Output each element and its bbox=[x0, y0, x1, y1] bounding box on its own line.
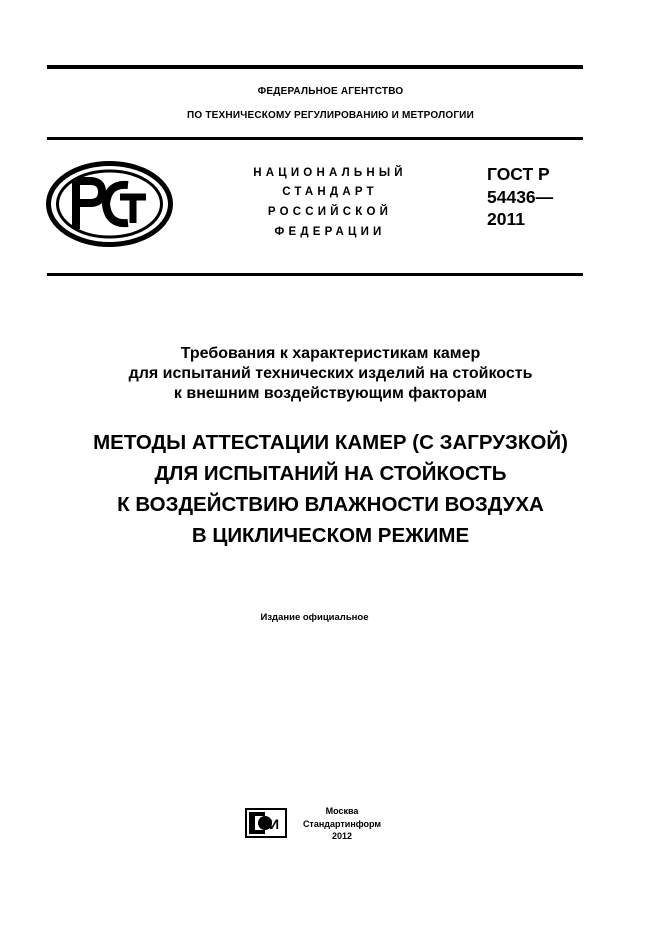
header-rule bbox=[47, 137, 583, 140]
main-title-line-2: ДЛЯ ИСПЫТАНИЙ НА СТОЙКОСТЬ bbox=[154, 462, 507, 485]
subtitle-line-1: Требования к характеристикам камер bbox=[180, 345, 481, 362]
national-standard-line-3: РОССИЙСКОЙ bbox=[267, 206, 393, 218]
footer-year: 2012 bbox=[331, 831, 353, 841]
header-bottom-rule bbox=[47, 273, 583, 276]
agency-line-1: ФЕДЕРАЛЬНОЕ АГЕНТСТВО bbox=[257, 86, 404, 97]
main-title-line-1: МЕТОДЫ АТТЕСТАЦИИ КАМЕР (С ЗАГРУЗКОЙ) bbox=[93, 431, 568, 454]
national-standard-line-1: НАЦИОНАЛЬНЫЙ bbox=[253, 167, 407, 179]
gost-year: 2011 bbox=[487, 209, 525, 229]
main-title-line-4: В ЦИКЛИЧЕСКОМ РЕЖИМЕ bbox=[191, 524, 470, 547]
edition-label: Издание официальное bbox=[260, 612, 369, 623]
footer-city: Москва bbox=[325, 806, 359, 816]
subtitle-line-3: к внешним воздействующим факторам bbox=[173, 385, 488, 402]
agency-line-2: ПО ТЕХНИЧЕСКОМУ РЕГУЛИРОВАНИЮ И МЕТРОЛОГИИ bbox=[187, 110, 474, 121]
subtitle-line-2: для испытаний технических изделий на стойкость bbox=[128, 365, 533, 382]
gost-r-logo-icon bbox=[46, 161, 173, 247]
national-standard-line-4: ФЕДЕРАЦИИ bbox=[274, 226, 386, 238]
top-rule bbox=[47, 65, 583, 69]
standartinform-logo-icon bbox=[245, 808, 287, 838]
gost-number: 54436— bbox=[487, 187, 554, 207]
footer-publisher: Стандартинформ bbox=[302, 819, 382, 829]
national-standard-line-2: СТАНДАРТ bbox=[282, 186, 378, 198]
gost-label: ГОСТ Р bbox=[487, 164, 550, 184]
main-title-line-3: К ВОЗДЕЙСТВИЮ ВЛАЖНОСТИ ВОЗДУХА bbox=[117, 493, 544, 516]
svg-text:И: И bbox=[268, 816, 280, 832]
